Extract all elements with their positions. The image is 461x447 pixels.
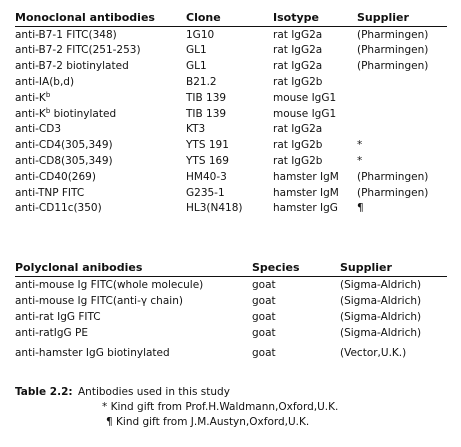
caption-note-row (15, 401, 339, 417)
isotype-cell: rat IgG2b (273, 76, 323, 89)
table-row (15, 293, 447, 309)
supplier-cell (357, 90, 447, 106)
column-header-species: Species (252, 262, 340, 277)
footnote-austyn: ¶ Kind gift from J.M.Austyn,Oxford,U.K. (106, 416, 310, 428)
table-row (15, 326, 447, 342)
clone-cell: HL3(N418) (186, 202, 243, 215)
species-cell: goat (252, 278, 276, 291)
isotype-cell: rat IgG2a (273, 123, 323, 136)
isotype-cell: rat IgG2a (273, 60, 323, 73)
clone-cell: YTS 169 (186, 155, 229, 168)
antibody-cell: anti-mouse Ig FITC(whole molecule) (15, 278, 204, 291)
isotype-cell: rat IgG2b (273, 155, 323, 168)
isotype-cell: hamster IgG (273, 202, 338, 215)
polyclonal-header-row (15, 262, 447, 277)
caption-label: Table 2.2: (15, 386, 73, 398)
supplier-cell: (Pharmingen) (357, 28, 429, 41)
supplier-cell: (Pharmingen) (357, 186, 429, 199)
clone-cell: B21.2 (186, 76, 217, 89)
clone-cell: TIB 139 (186, 91, 227, 104)
supplier-cell: ¶ (357, 202, 364, 215)
superscript: b (45, 90, 51, 99)
species-cell: goat (252, 346, 276, 359)
supplier-cell: (Sigma-Aldrich) (340, 327, 422, 340)
clone-cell: GL1 (186, 44, 207, 57)
antibody-cell: anti-hamster IgG biotinylated (15, 346, 170, 359)
polyclonal-antibodies-table (15, 262, 447, 361)
antibody-cell: anti-$K^b$ (15, 90, 51, 104)
antibody-cell: anti-B7-2 FITC(251-253) (15, 44, 141, 57)
table-row (15, 309, 447, 325)
antibody-cell: anti-B7-2 biotinylated (15, 60, 129, 73)
antibody-cell: anti-B7-1 FITC(348) (15, 28, 117, 41)
supplier-cell: * (357, 155, 363, 168)
species-cell: goat (252, 327, 276, 340)
clone-cell: TIB 139 (186, 107, 227, 120)
antibody-cell: anti-$K^b$ biotinylated (15, 106, 117, 120)
antibody-cell: anti-mouse Ig FITC(anti-γ chain) (15, 295, 183, 308)
clone-cell: 1G10 (186, 28, 215, 41)
species-cell: goat (252, 295, 276, 308)
column-header-isotype: Isotype (273, 12, 357, 27)
supplier-cell (357, 74, 447, 90)
antibody-cell: anti-CD4(305,349) (15, 139, 113, 152)
table-row (15, 59, 447, 75)
antibody-cell: anti-rat IgG FITC (15, 311, 101, 324)
table-row (15, 122, 447, 138)
isotype-cell: rat IgG2a (273, 44, 323, 57)
supplier-cell (357, 106, 447, 122)
column-header-supplier: Supplier (357, 12, 447, 27)
column-header-supplier: Supplier (340, 262, 447, 277)
caption-text: Antibodies used in this study (78, 386, 230, 398)
footnote-waldmann: * Kind gift from Prof.H.Waldmann,Oxford,U.K. (102, 401, 339, 413)
table-row (15, 90, 447, 106)
superscript: b (45, 106, 51, 115)
table-row (15, 153, 447, 169)
table-row (15, 342, 447, 361)
table-row (15, 27, 447, 43)
column-header-antibody: Polyclonal anibodies (15, 262, 252, 277)
table-row (15, 106, 447, 122)
table-caption (15, 386, 339, 432)
table-row (15, 43, 447, 59)
antibody-cell: anti-CD40(269) (15, 170, 96, 183)
caption-title-row (15, 387, 230, 402)
supplier-cell: (Pharmingen) (357, 60, 429, 73)
supplier-cell: (Vector,U.K.) (340, 346, 407, 359)
isotype-cell: hamster IgM (273, 186, 339, 199)
table-row (15, 201, 447, 217)
table-row (15, 74, 447, 90)
table-row (15, 169, 447, 185)
clone-cell: YTS 191 (186, 139, 229, 152)
supplier-cell: (Sigma-Aldrich) (340, 278, 422, 291)
supplier-cell: (Sigma-Aldrich) (340, 295, 422, 308)
caption-note-row (15, 416, 310, 432)
isotype-cell: mouse IgG1 (273, 107, 337, 120)
species-cell: goat (252, 311, 276, 324)
monoclonal-antibodies-table (15, 12, 447, 217)
table-row (15, 185, 447, 201)
antibody-cell: anti-CD3 (15, 123, 62, 136)
antibody-cell: anti-CD8(305,349) (15, 155, 113, 168)
antibody-cell: anti-CD11c(350) (15, 202, 102, 215)
column-header-clone: Clone (186, 12, 273, 27)
supplier-cell (357, 122, 447, 138)
table-row (15, 138, 447, 154)
supplier-cell: (Pharmingen) (357, 44, 429, 57)
isotype-cell: mouse IgG1 (273, 91, 337, 104)
supplier-cell: (Sigma-Aldrich) (340, 311, 422, 324)
antibody-cell: anti-TNP FITC (15, 186, 85, 199)
antibody-cell: anti-IA(b,d) (15, 76, 75, 89)
column-header-antibody: Monoclonal antibodies (15, 12, 186, 27)
isotype-cell: rat IgG2a (273, 28, 323, 41)
clone-cell: HM40-3 (186, 170, 227, 183)
clone-cell: GL1 (186, 60, 207, 73)
supplier-cell: * (357, 139, 363, 152)
isotype-cell: rat IgG2b (273, 139, 323, 152)
clone-cell: G235-1 (186, 186, 225, 199)
supplier-cell: (Pharmingen) (357, 170, 429, 183)
isotype-cell: hamster IgM (273, 170, 339, 183)
antibody-cell: anti-ratIgG PE (15, 327, 88, 340)
monoclonal-header-row (15, 12, 447, 27)
clone-cell: KT3 (186, 123, 206, 136)
table-row (15, 277, 447, 294)
